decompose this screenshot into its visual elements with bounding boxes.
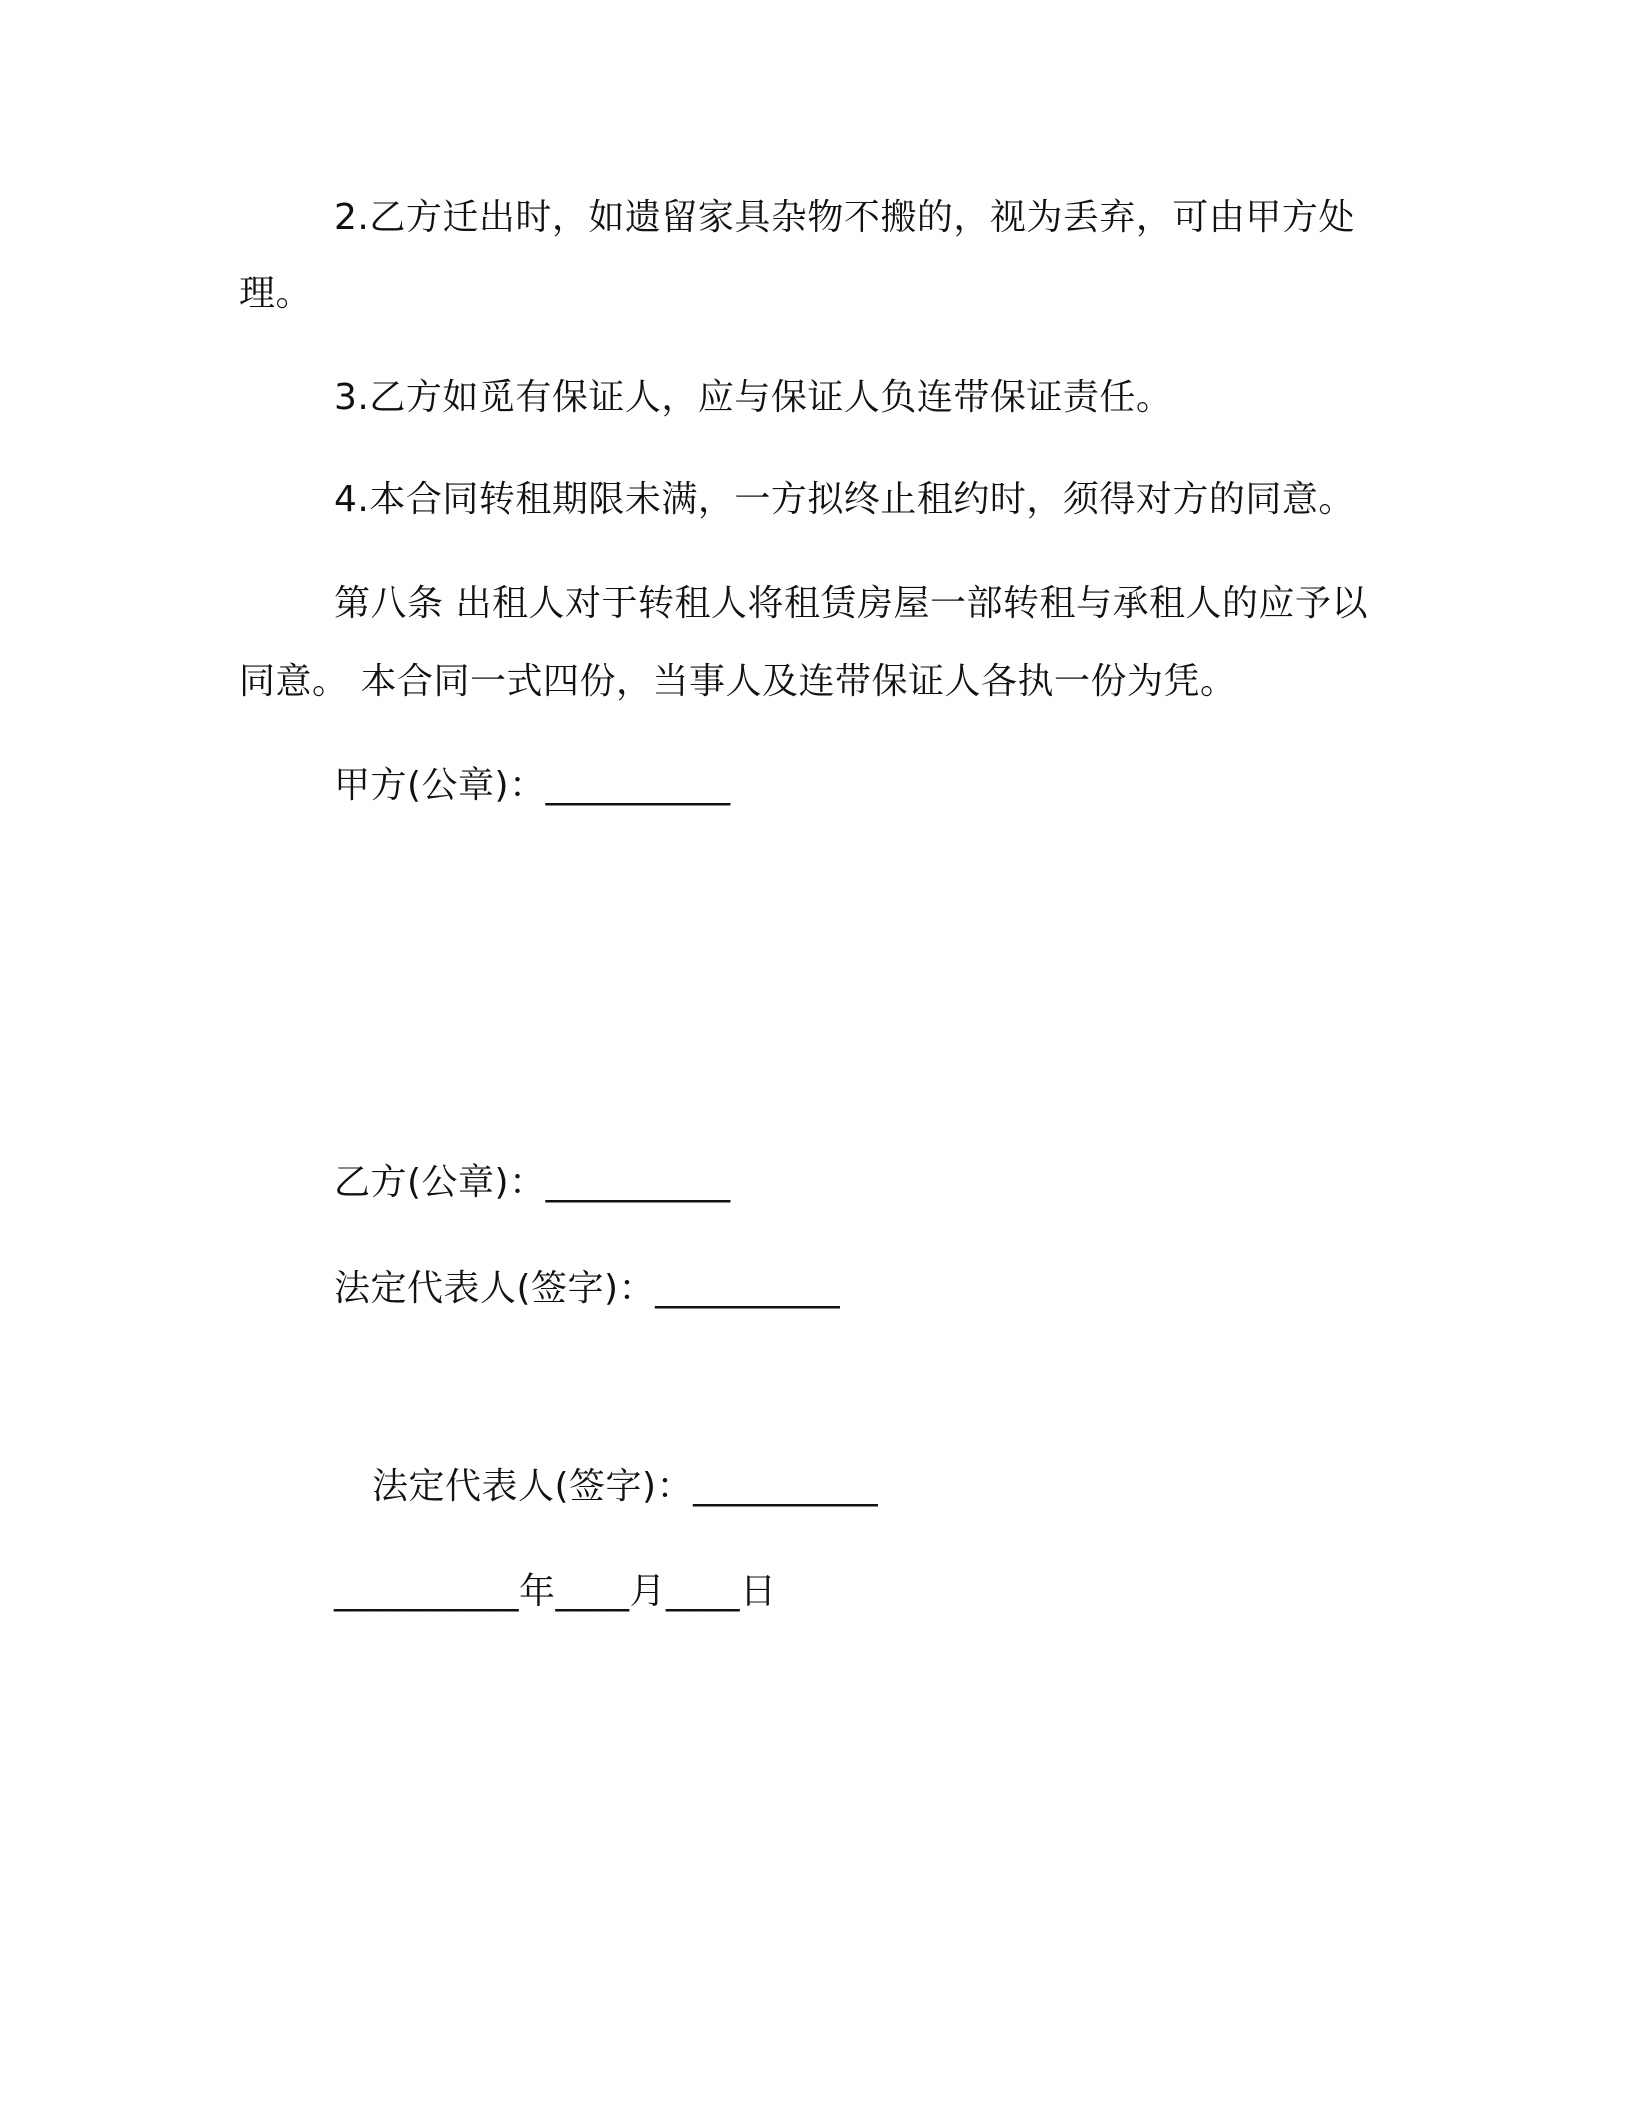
party-a-seal-line: 甲方(公章)：__________ [334,765,731,806]
clause-2-text-continued: 理。 [239,273,313,314]
clause-4-text: 4.本合同转租期限未满，一方拟终止租约时，须得对方的同意。 [334,479,1355,520]
clause-2-text: 2.乙方迁出时，如遗留家具杂物不搬的，视为丢弃，可由甲方处 [334,197,1355,238]
article-8-text: 第八条 出租人对于转租人将租赁房屋一部转租与承租人的应予以 [334,583,1368,624]
legal-representative-signature-line: 法定代表人(签字)：__________ [334,1268,841,1309]
article-8-text-continued: 同意。 本合同一式四份，当事人及连带保证人各执一份为凭。 [239,661,1237,702]
signing-date-line: __________年____月____日 [334,1571,777,1612]
clause-3-text: 3.乙方如觅有保证人，应与保证人负连带保证责任。 [334,377,1173,418]
legal-representative-signature-line-2: 法定代表人(签字)：__________ [372,1466,879,1507]
party-b-seal-line: 乙方(公章)：__________ [334,1162,731,1203]
